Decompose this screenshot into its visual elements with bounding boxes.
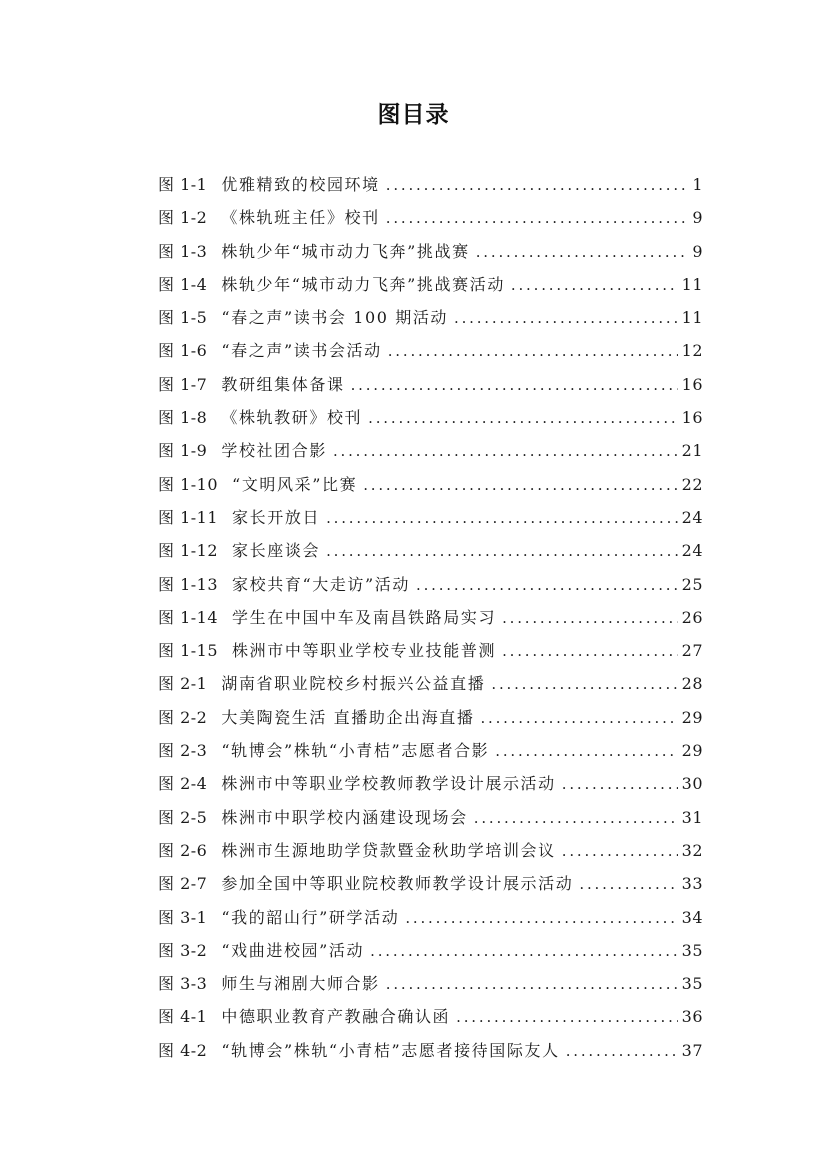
figure-number: 图 3-3 xyxy=(158,974,208,994)
page-number: 32 xyxy=(681,840,703,860)
toc-entry[interactable] xyxy=(158,841,703,874)
figure-number: 图 1-14 xyxy=(158,607,219,627)
figure-title: 株轨少年“城市动力飞奔”挑战赛 xyxy=(221,241,470,261)
figure-title: “轨博会”株轨“小青桔”志愿者合影 xyxy=(221,741,490,761)
dot-leader xyxy=(476,242,689,262)
figure-number: 图 4-1 xyxy=(158,1007,208,1027)
dot-leader xyxy=(502,641,678,661)
page-number: 27 xyxy=(681,641,703,661)
figure-title: 株轨少年“城市动力飞奔”挑战赛活动 xyxy=(221,274,505,294)
figure-number: 图 1-4 xyxy=(158,274,208,294)
figure-title: 株洲市中等职业学校教师教学设计展示活动 xyxy=(221,774,556,794)
figure-number: 图 1-8 xyxy=(158,408,208,428)
figure-title: 学校社团合影 xyxy=(221,441,327,461)
toc-entry[interactable] xyxy=(158,941,703,974)
figure-number: 图 1-2 xyxy=(158,208,208,228)
dot-leader xyxy=(474,808,678,828)
figure-number: 图 2-3 xyxy=(158,741,208,761)
page-number: 1 xyxy=(692,175,703,194)
figure-number: 图 1-1 xyxy=(158,175,208,194)
dot-leader xyxy=(511,275,678,295)
figure-title: “戏曲进校园”活动 xyxy=(221,940,365,960)
page-number: 9 xyxy=(692,241,703,261)
page-number: 11 xyxy=(681,274,703,294)
dot-leader xyxy=(333,441,678,461)
page-number: 33 xyxy=(681,874,703,894)
figure-number: 图 1-15 xyxy=(158,641,219,661)
figure-number: 图 3-1 xyxy=(158,907,208,927)
figure-number: 图 1-6 xyxy=(158,341,208,361)
toc-entry[interactable] xyxy=(158,1007,703,1040)
toc-entry[interactable] xyxy=(158,408,703,441)
page-number: 31 xyxy=(681,807,703,827)
figure-title: 家长开放日 xyxy=(232,507,321,527)
figure-title: “春之声”读书会活动 xyxy=(221,341,382,361)
figure-number: 图 2-2 xyxy=(158,707,208,727)
figure-title: 大美陶瓷生活 直播助企出海直播 xyxy=(221,707,475,727)
figure-title: 《株轨班主任》校刊 xyxy=(221,208,380,228)
figure-title: 学生在中国中车及南昌铁路局实习 xyxy=(232,607,497,627)
page-number: 26 xyxy=(681,607,703,627)
page-number: 16 xyxy=(681,374,703,394)
toc-entry[interactable] xyxy=(158,641,703,674)
toc-entry[interactable] xyxy=(158,575,703,608)
dot-leader xyxy=(386,208,689,228)
figure-title: 优雅精致的校园环境 xyxy=(221,175,380,194)
figure-title: 家校共育“大走访”活动 xyxy=(232,574,411,594)
toc-entry[interactable] xyxy=(158,1041,703,1074)
dot-leader xyxy=(386,175,689,195)
figure-title: 株洲市中职学校内涵建设现场会 xyxy=(221,807,468,827)
figure-number: 图 1-5 xyxy=(158,308,208,328)
dot-leader xyxy=(495,741,677,761)
figure-number: 图 2-1 xyxy=(158,674,208,694)
dot-leader xyxy=(326,541,678,561)
figure-title: 《株轨教研》校刊 xyxy=(221,408,363,428)
page-number: 30 xyxy=(681,774,703,794)
figure-title: 教研组集体备课 xyxy=(221,374,345,394)
figure-number: 图 1-7 xyxy=(158,374,208,394)
figure-title: 株洲市生源地助学贷款暨金秋助学培训会议 xyxy=(221,840,556,860)
dot-leader xyxy=(326,508,678,528)
figure-number: 图 1-12 xyxy=(158,541,219,561)
figure-title: “轨博会”株轨“小青桔”志愿者接待国际友人 xyxy=(221,1040,560,1060)
page-number: 36 xyxy=(681,1007,703,1027)
dot-leader xyxy=(502,608,678,628)
figure-list xyxy=(158,175,703,1074)
dot-leader xyxy=(416,575,678,595)
figure-title: “我的韶山行”研学活动 xyxy=(221,907,400,927)
toc-entry[interactable] xyxy=(158,541,703,574)
page-number: 22 xyxy=(681,474,703,494)
dot-leader xyxy=(480,708,677,728)
toc-entry[interactable] xyxy=(158,608,703,641)
toc-entry[interactable] xyxy=(158,874,703,907)
page-number: 28 xyxy=(681,674,703,694)
toc-entry[interactable] xyxy=(158,275,703,308)
figure-number: 图 2-5 xyxy=(158,807,208,827)
figure-number: 图 4-2 xyxy=(158,1040,208,1060)
dot-leader xyxy=(491,674,677,694)
page-number: 24 xyxy=(681,507,703,527)
figure-number: 图 2-4 xyxy=(158,774,208,794)
page-number: 29 xyxy=(681,741,703,761)
figure-number: 图 2-7 xyxy=(158,874,208,894)
dot-leader xyxy=(405,908,677,928)
page-number: 12 xyxy=(681,341,703,361)
figure-title: 师生与湘剧大师合影 xyxy=(221,974,380,994)
toc-entry[interactable] xyxy=(158,708,703,741)
page-number: 29 xyxy=(681,707,703,727)
dot-leader xyxy=(388,341,678,361)
toc-entry[interactable] xyxy=(158,341,703,374)
figure-title: 湖南省职业院校乡村振兴公益直播 xyxy=(221,674,486,694)
figure-title: “文明风采”比赛 xyxy=(232,474,358,494)
toc-entry[interactable] xyxy=(158,974,703,1007)
dot-leader xyxy=(454,308,678,328)
figure-number: 图 1-13 xyxy=(158,574,219,594)
toc-entry[interactable] xyxy=(158,375,703,408)
toc-entry[interactable] xyxy=(158,508,703,541)
toc-entry[interactable] xyxy=(158,908,703,941)
toc-entry[interactable] xyxy=(158,242,703,275)
page-number: 16 xyxy=(681,408,703,428)
figure-title: 家长座谈会 xyxy=(232,541,321,561)
figure-number: 图 1-11 xyxy=(158,507,219,527)
toc-entry[interactable] xyxy=(158,208,703,241)
dot-leader xyxy=(562,774,678,794)
figure-title: “春之声”读书会 100 期活动 xyxy=(221,308,449,328)
toc-entry[interactable] xyxy=(158,674,703,707)
toc-entry[interactable] xyxy=(158,475,703,508)
page-number: 35 xyxy=(681,940,703,960)
dot-leader xyxy=(351,375,678,395)
figure-number: 图 1-3 xyxy=(158,241,208,261)
page-number: 34 xyxy=(681,907,703,927)
page-number: 11 xyxy=(681,308,703,328)
toc-entry[interactable] xyxy=(158,774,703,807)
figure-title: 参加全国中等职业院校教师教学设计展示活动 xyxy=(221,874,574,894)
figure-number: 图 2-6 xyxy=(158,840,208,860)
figure-number: 图 1-10 xyxy=(158,474,219,494)
dot-leader xyxy=(386,974,678,994)
toc-entry[interactable] xyxy=(158,808,703,841)
figure-number: 图 3-2 xyxy=(158,940,208,960)
page-number: 9 xyxy=(692,208,703,228)
figure-title: 株洲市中等职业学校专业技能普测 xyxy=(232,641,497,661)
toc-entry[interactable] xyxy=(158,175,703,208)
figure-number: 图 1-9 xyxy=(158,441,208,461)
page-number: 25 xyxy=(681,574,703,594)
page-number: 35 xyxy=(681,974,703,994)
page-number: 24 xyxy=(681,541,703,561)
dot-leader xyxy=(579,874,677,894)
dot-leader xyxy=(370,941,678,961)
dot-leader xyxy=(363,475,677,495)
page-number: 21 xyxy=(681,441,703,461)
toc-entry[interactable] xyxy=(158,741,703,774)
page-title: 图目录 xyxy=(377,102,450,128)
page-number: 37 xyxy=(681,1040,703,1060)
dot-leader xyxy=(566,1041,678,1061)
toc-entry[interactable] xyxy=(158,441,703,474)
dot-leader xyxy=(368,408,677,428)
dot-leader xyxy=(456,1007,677,1027)
dot-leader xyxy=(562,841,678,861)
toc-entry[interactable] xyxy=(158,308,703,341)
figure-title: 中德职业教育产教融合确认函 xyxy=(221,1007,451,1027)
